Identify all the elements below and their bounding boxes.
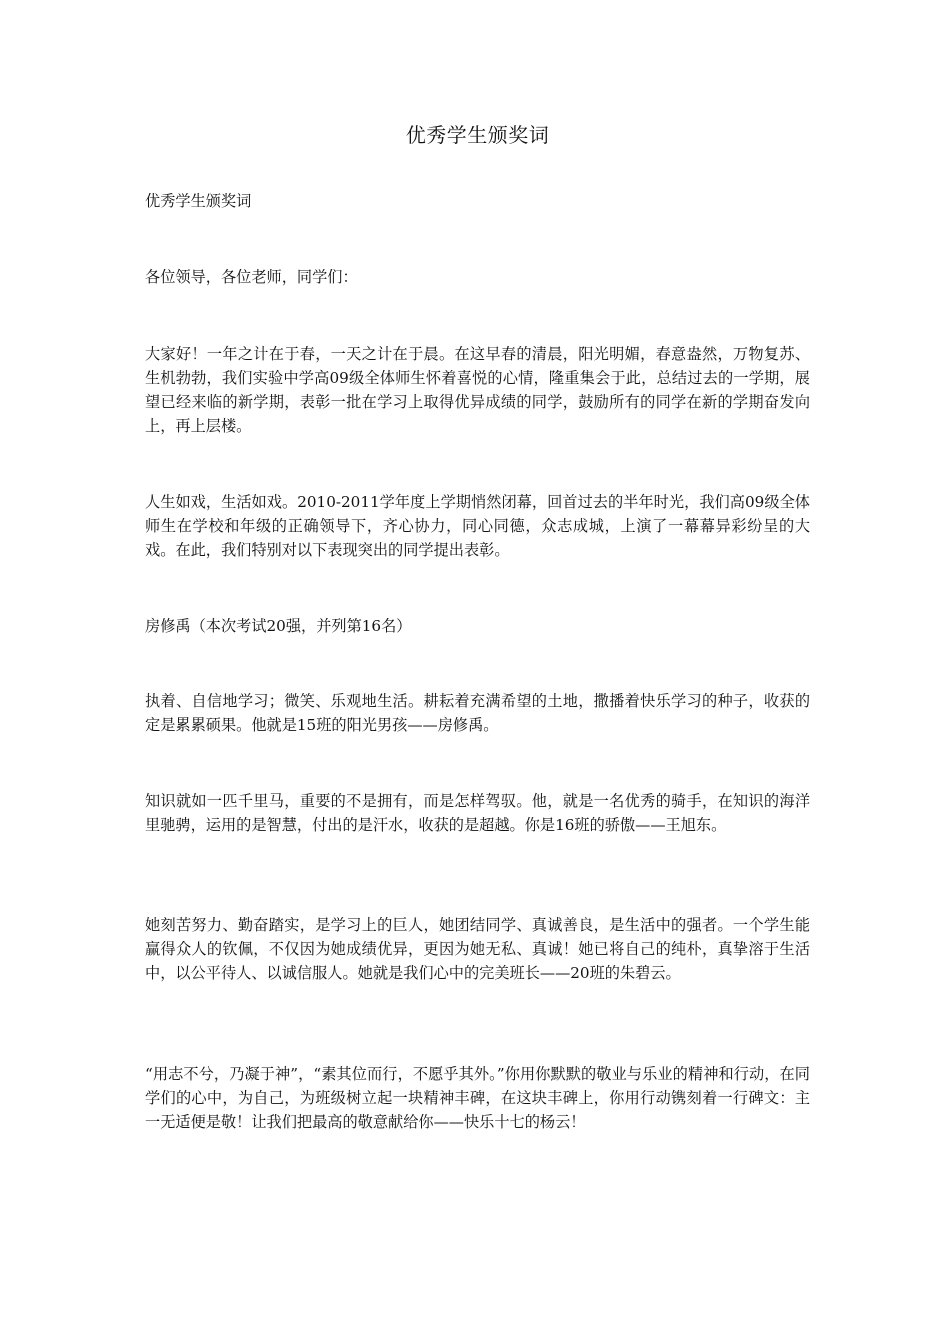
document-title: 优秀学生颁奖词 xyxy=(405,123,550,147)
award-paragraph-1: 执着、自信地学习；微笑、乐观地生活。耕耘着充满希望的土地，撒播着快乐学习的种子，收获的定是累累硕果。他就是15班的阳光男孩——房修禹。 xyxy=(145,692,810,734)
award-paragraph-4: “用志不兮，乃凝于神”，“素其位而行，不愿乎其外。”你用你默默的敬业与乐业的精神和行动，在同学们的心中，为自己，为班级树立起一块精神丰碑，在这块丰碑上，你用行动镌刻着一行碑文：主一无适便是敬！让我们把最高的敬意献给你——快乐十七的杨云！ xyxy=(145,1065,810,1131)
document-subtitle: 优秀学生颁奖词 xyxy=(145,192,252,210)
greeting-paragraph: 各位领导，各位老师，同学们： xyxy=(145,268,358,286)
award-paragraph-2: 知识就如一匹千里马，重要的不是拥有，而是怎样驾驭。他，就是一名优秀的骑手，在知识的海洋里驰骋，运用的是智慧，付出的是汗水，收获的是超越。你是16班的骄傲——王旭东。 xyxy=(145,792,810,834)
student-heading: 房修禹（本次考试20强，并列第16名） xyxy=(145,617,412,635)
intro-paragraph: 人生如戏，生活如戏。2010-2011学年度上学期悄然闭幕，回首过去的半年时光，我们高09级全体师生在学校和年级的正确领导下，齐心协力，同心同德，众志成城，上演了一幕幕异彩纷呈的大戏。在此，我们特别对以下表现突出的同学提出表彰。 xyxy=(145,493,810,559)
opening-paragraph: 大家好！一年之计在于春，一天之计在于晨。在这早春的清晨，阳光明媚，春意盎然，万物复苏、生机勃勃，我们实验中学高09级全体师生怀着喜悦的心情，隆重集会于此，总结过去的一学期，展望已经来临的新学期，表彰一批在学习上取得优异成绩的同学，鼓励所有的同学在新的学期奋发向上，再上层楼。 xyxy=(145,345,810,435)
award-paragraph-3: 她刻苦努力、勤奋踏实，是学习上的巨人，她团结同学、真诚善良，是生活中的强者。一个学生能赢得众人的钦佩，不仅因为她成绩优异，更因为她无私、真诚！她已将自己的纯朴，真挚溶于生活中，以公平待人、以诚信服人。她就是我们心中的完美班长——20班的朱碧云。 xyxy=(145,916,810,982)
